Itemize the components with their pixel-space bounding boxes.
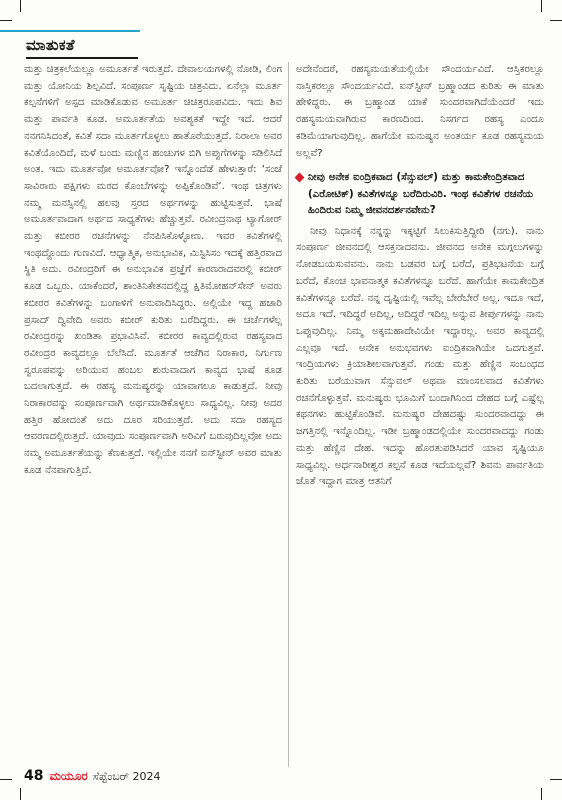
crop-mark: [541, 788, 542, 800]
column-divider: [288, 62, 289, 767]
crop-mark: [541, 0, 542, 12]
section-underline: [26, 57, 138, 59]
crop-mark: [20, 788, 21, 800]
crop-mark: [550, 779, 562, 780]
right-column: [296, 62, 544, 491]
diamond-bullet-icon: [295, 173, 305, 183]
interview-question: [296, 170, 544, 220]
magazine-logo: ಮಯೂರ: [49, 769, 88, 783]
page-number: 48: [24, 768, 44, 784]
right-intro-paragraph: ಅದೇನೆಂದರೆ, ರಹಸ್ಯಮಯತೆಯಲ್ಲಿಯೇ ಸೌಂದರ್ಯವಿದೆ. ಆಸ್ತಿಕರಲ್ಲೂ ನಾಸ್ತಿಕರಲ್ಲೂ ಸೌಂದರ್ಯವಿದೆ. ಐನ್‌ಸ್ಟೀನ್ ಬ್ರಹ್ಮಾಂಡದ ಕುರಿತು ಈ ಮಾತು ಹೇಳಿದ್ದರು. ಈ ಬ್ರಹ್ಮಾಂಡ ಯಾಕೆ ಸುಂದರವಾಗಿದೆಯೆಂದರೆ ಇದು ರಹಸ್ಯಮಯವಾಗಿರುವ ಕಾರಣದಿಂದ. ನಿಸರ್ಗದ ರಹಸ್ಯ ಎಂದೂ ಕಡಿಮೆಯಾಗುವುದಿಲ್ಲ. ಹಾಗೆಯೇ ಮನುಷ್ಯನ ಅಂತರ್ಯ ಕೂಡ ರಹಸ್ಯಮಯ ಅಲ್ಲವೆ?: [296, 64, 544, 159]
crop-mark: [20, 0, 21, 12]
crop-mark: [550, 20, 562, 21]
left-column: [24, 62, 282, 480]
question-text: ನೀವು ಅನೇಕ ಐಂದ್ರಿಕವಾದ (ಸೆನ್ಸುವಲ್) ಮತ್ತು ಕಾಮಕೇಂದ್ರಿತವಾದ (ಎರೋಟಿಕ್) ಕವಿತೆಗಳನ್ನೂ ಬರೆದಿರುವಿರಿ. ಇಂಥ ಕವಿತೆಗಳ ರಚನೆಯ ಹಿಂದಿರುವ ನಿಮ್ಮ ಜೀವನದರ್ಶನವೇನು?: [308, 172, 534, 217]
page-footer: [24, 768, 161, 788]
left-paragraph: ಮತ್ತು ಚಿತ್ರಕಲೆಯಲ್ಲೂ ಅಮೂರ್ತತೆ ಇರುತ್ತದೆ. ದೇವಾಲಯಗಳಲ್ಲಿ ನೋಡಿ, ಲಿಂಗ ಮತ್ತು ಯೋನಿಯ ಶಿಲ್ಪವಿದೆ. ಸಂಪೂರ್ಣ ಸೃಷ್ಟಿಯ ಚಿತ್ರವಿದು. ಏನೆಲ್ಲಾ ಮೂರ್ತ ಕಲ್ಪನೆಗಳಿಗೆ ಅಸ್ಪದ ಮಾಡಿಕೊಡುವ ಅಮೂರ್ತ ಚಿಚಿತ್ರರೂಪವಿದು. ಇದು ಶಿವ ಮತ್ತು ಪಾರ್ವತಿ ಕೂಡ. ಅಮೂರ್ತತೆಯ ಅವಶ್ಯಕತೆ ಇದ್ದೇ ಇದೆ. ಆದರೆ ನನಗನಿಸಿದಂತೆ, ಕವಿತೆ ಸದಾ ಮೂರ್ತಗೊಳ್ಳಲು ಹಾತೊರೆಯುತ್ತದೆ. ನಿರಾಲಾ ಅವರ ಕವಿತೆಯೊಂದಿದೆ, ಮಳೆ ಬಂದು ಮಣ್ಣಿನ ಹಂಚುಗಳ ಬಿಗಿ ಅಪ್ಪುಗೆಗಳನ್ನು ಸಡಿಲಿಸಿದೆ ಅಂತ. ಇದು ಮೂರ್ತವೋ ಅಮೂರ್ತವೋ? ಇನ್ನೊಂದೆಡೆ ಹೇಳುತ್ತಾರೆ: ‘ಸಂಜೆ ಸಾವಿರಾರು ಪಕ್ಷಿಗಳು ಮರದ ಕೊಂಬೆಗಳನ್ನು ಅಪ್ಪಿಕೊಂಡಿವೆ’. ಇಂಥ ಚಿತ್ರಗಳು ನಮ್ಮ ಮನಸ್ಸಿನಲ್ಲಿ ಹಲವು ಸ್ತರದ ಅರ್ಥಗಳನ್ನು ಹುಟ್ಟಿಸುತ್ತವೆ. ಭಾಷೆ ಅಮೂರ್ತವಾದಾಗ ಅರ್ಥದ ಸಾಧ್ಯತೆಗಳು ಹೆಚ್ಚುತ್ತವೆ. ರವೀಂದ್ರನಾಥ ಟ್ಯಾಗೋರ್ ಮತ್ತು ಕಬೀರರ ರಚನೆಗಳನ್ನು ನೆನಪಿಸಿಕೊಳ್ಳೋಣ. ಇವರ ಕವಿತೆಗಳಲ್ಲಿ ಇಂಥದ್ದೊಂದು ಗುಣವಿದೆ. ಆಧ್ಯಾತ್ಮಿಕ, ಅನುಭಾವಿಕ, ಮಿಸ್ಟಿಸಿಸಂ ಇದಕ್ಕೆ ಹತ್ತಿರವಾದ ಸ್ಥಿತಿ ಅದು. ರವೀಂದ್ರರಿಗೆ ಈ ಅನುಭಾವಿಕ ಪ್ರಜ್ಞೆಗೆ ಕಾರಣರಾದವರಲ್ಲಿ ಕಬೀರ್ ಕೂಡ ಒಬ್ಬರು. ಯಾಕೆಂದರೆ, ಶಾಂತಿನಿಕೇತನದಲ್ಲಿದ್ದ ಕ್ಷಿತಿಮೋಹನ್‌ಸೇನ್ ಅವರು ಕಬೀರರ ಕವಿತೆಗಳನ್ನು ಬಂಗಾಳಿಗೆ ಅನುವಾದಿಸಿದ್ದರು. ಅಲ್ಲಿಯೇ ಇದ್ದ ಹಜಾರಿ ಪ್ರಸಾದ್ ದ್ವಿವೇದಿ ಅವರು ಕಬೀರ್ ಕುರಿತು ಬರೆದಿದ್ದರು. ಈ ಚರ್ಚೆಗಳೆಲ್ಲ ರವೀಂದ್ರರನ್ನು ಖಂಡಿತಾ ಪ್ರಭಾವಿಸಿವೆ. ಕಬೀರರ ಕಾವ್ಯದಲ್ಲಿರುವ ರಹಸ್ಯವಾದ ರವೀಂದ್ರರ ಕಾವ್ಯದಲ್ಲೂ ಬೆಲೆಸಿದೆ. ಮೂರ್ತತೆ ಆಚೆಗಿನ ನಿರಾಕಾರ, ನಿರ್ಗುಣ ಸ್ವರೂಪವನ್ನು ಅರಿಯುವ ಹಂಬಲ ಶುರುವಾದಾಗ ಕಾವ್ಯದ ಭಾಷೆ ಕೂಡ ಬದಲಾಗುತ್ತದೆ. ಈ ರಹಸ್ಯ ಮನುಷ್ಯರನ್ನು ಯಾವಾಗಲೂ ಕಾಡುತ್ತದೆ. ನೀವು ನಿರಾಕಾರವನ್ನು ಸಂಪೂರ್ಣವಾಗಿ ಅರ್ಥಮಾಡಿಕೊಳ್ಳಲು ಸಾಧ್ಯವಿಲ್ಲ. ನೀವು ಅದರ ಹತ್ತಿರ ಹೋದಂತೆ ಅದು ದೂರ ಸರಿಯುತ್ತದೆ. ಅದು ಸದಾ ರಹಸ್ಯದ ಆವರಣದಲ್ಲಿರುತ್ತದೆ. ಯಾವುದು ಸಂಪೂರ್ಣವಾಗಿ ಅರಿವಿಗೆ ಬರುವುದಿಲ್ಲವೋ ಅದು ನಮ್ಮ ಅಮೂರ್ತತೆಯನ್ನು ಕೆಣಕುತ್ತದೆ. ಇಲ್ಲಿಯೇ ನನಗೆ ಐನ್‌ಸ್ಟೀನ್ ಅವರ ಮಾತು ಕೂಡ ನೆನಪಾಗುತ್ತಿದೆ.: [24, 64, 282, 476]
accent-bar: [0, 30, 140, 32]
answer-paragraph: ನೀವು ನಿಧಾನಕ್ಕೆ ನನ್ನನ್ನು ಇಕ್ಕಟ್ಟಿಗೆ ಸಿಲುಕಿಸುತ್ತಿದ್ದೀರಿ (ನಗು). ನಾನು ಸಂಪೂರ್ಣ ಜೀವನದಲ್ಲಿ ಆಸಕ್ತನಾದವನು. ಜೀವನದ ಅನೇಕ ಮಗ್ಗಲುಗಳನ್ನು ನೋಡಬಯಸುವವನು. ನಾನು ಬಡವರ ಬಗ್ಗೆ ಬರೆದೆ, ಪ್ರತಿಭಟನೆಯ ಬಗ್ಗೆ ಬರೆದೆ, ಕೊಂಚ ಭಾವನಾತ್ಮಕ ಕವಿತೆಗಳನ್ನೂ ಬರೆದೆ. ಹಾಗೆಯೇ ಕಾಮಕೇಂದ್ರಿತ ಕವಿತೆಗಳನ್ನೂ ಬರೆದೆ. ನನ್ನ ದೃಷ್ಟಿಯಲ್ಲಿ ಇವೆಲ್ಲ ಬೇರೆಬೇರೆ ಅಲ್ಲ. ಇದೂ ಇದೆ, ಅದೂ ಇದೆ. ಇದಿದ್ದರೆ ಅದಿಲ್ಲ, ಅದಿದ್ದರೆ ಇದಿಲ್ಲ ಅನ್ನುವ ತೀರ್ಪುಗಳನ್ನು ನಾನು ಒಪ್ಪುವುದಿಲ್ಲ. ನಿಮ್ಮ ಅಕ್ಕಮಹಾದೇವಿಯೇ ಇದ್ದಾರಲ್ಲ. ಅವರ ಕಾವ್ಯದಲ್ಲಿ ಎಲ್ಲವೂ ಇದೆ. ಅನೇಕ ಅನುಭವಗಳು ಐಂದ್ರಿಕವಾಗಿಯೇ ಒದಗುತ್ತವೆ. ಇಂದ್ರಿಯಗಳು ಕ್ರಿಯಾಶೀಲವಾಗುತ್ತವೆ. ಗಂಡು ಮತ್ತು ಹೆಣ್ಣಿನ ಸಂಬಂಧದ ಕುರಿತು ಬರೆಯುವಾಗ ಸೆನ್ಸುವಲ್ ಅಥವಾ ಮಾಂಸಲವಾದ ಕವಿತೆಗಳು ರಚನೆಗೊಳ್ಳುತ್ತವೆ. ಮನುಷ್ಯರು ಭೂಮಿಗೆ ಬಂದಾಗಿನಿಂದ ದೇಹದ ಬಗ್ಗೆ ಎಷ್ಟೆಲ್ಲ ಕಥನಗಳು ಹುಟ್ಟಿಕೊಂಡಿವೆ. ಮನುಷ್ಯರ ದೇಹದಷ್ಟು ಸುಂದರವಾದದ್ದು ಈ ಜಗತ್ತಿನಲ್ಲಿ ಇನ್ನೊಂದಿಲ್ಲ. ಇಡೀ ಬ್ರಹ್ಮಾಂಡದಲ್ಲಿಯೇ ಸುಂದರವಾದದ್ದು ಗಂಡು ಮತ್ತು ಹೆಣ್ಣಿನ ದೇಹ. ಇದನ್ನು ಹೊರತುಪಡಿಸಿದರೆ ಯಾವ ಸೃಷ್ಟಿಯೂ ಸಾಧ್ಯವಿಲ್ಲ. ಅರ್ಧನಾರೀಶ್ವರ ಕಲ್ಪನೆ ಕೂಡ ಇದೆಯಲ್ಲವೆ? ಶಿವನು ಪಾರ್ವತಿಯ ಜೊತೆ ಇದ್ದಾಗ ಮಾತ್ರ ಆತನಿಗೆ: [296, 225, 544, 488]
issue-date: ಸೆಪ್ಟೆಂಬರ್ 2024: [92, 770, 161, 783]
crop-mark: [0, 20, 12, 21]
crop-mark: [0, 779, 12, 780]
section-title: ಮಾತುಕತೆ: [26, 36, 75, 54]
